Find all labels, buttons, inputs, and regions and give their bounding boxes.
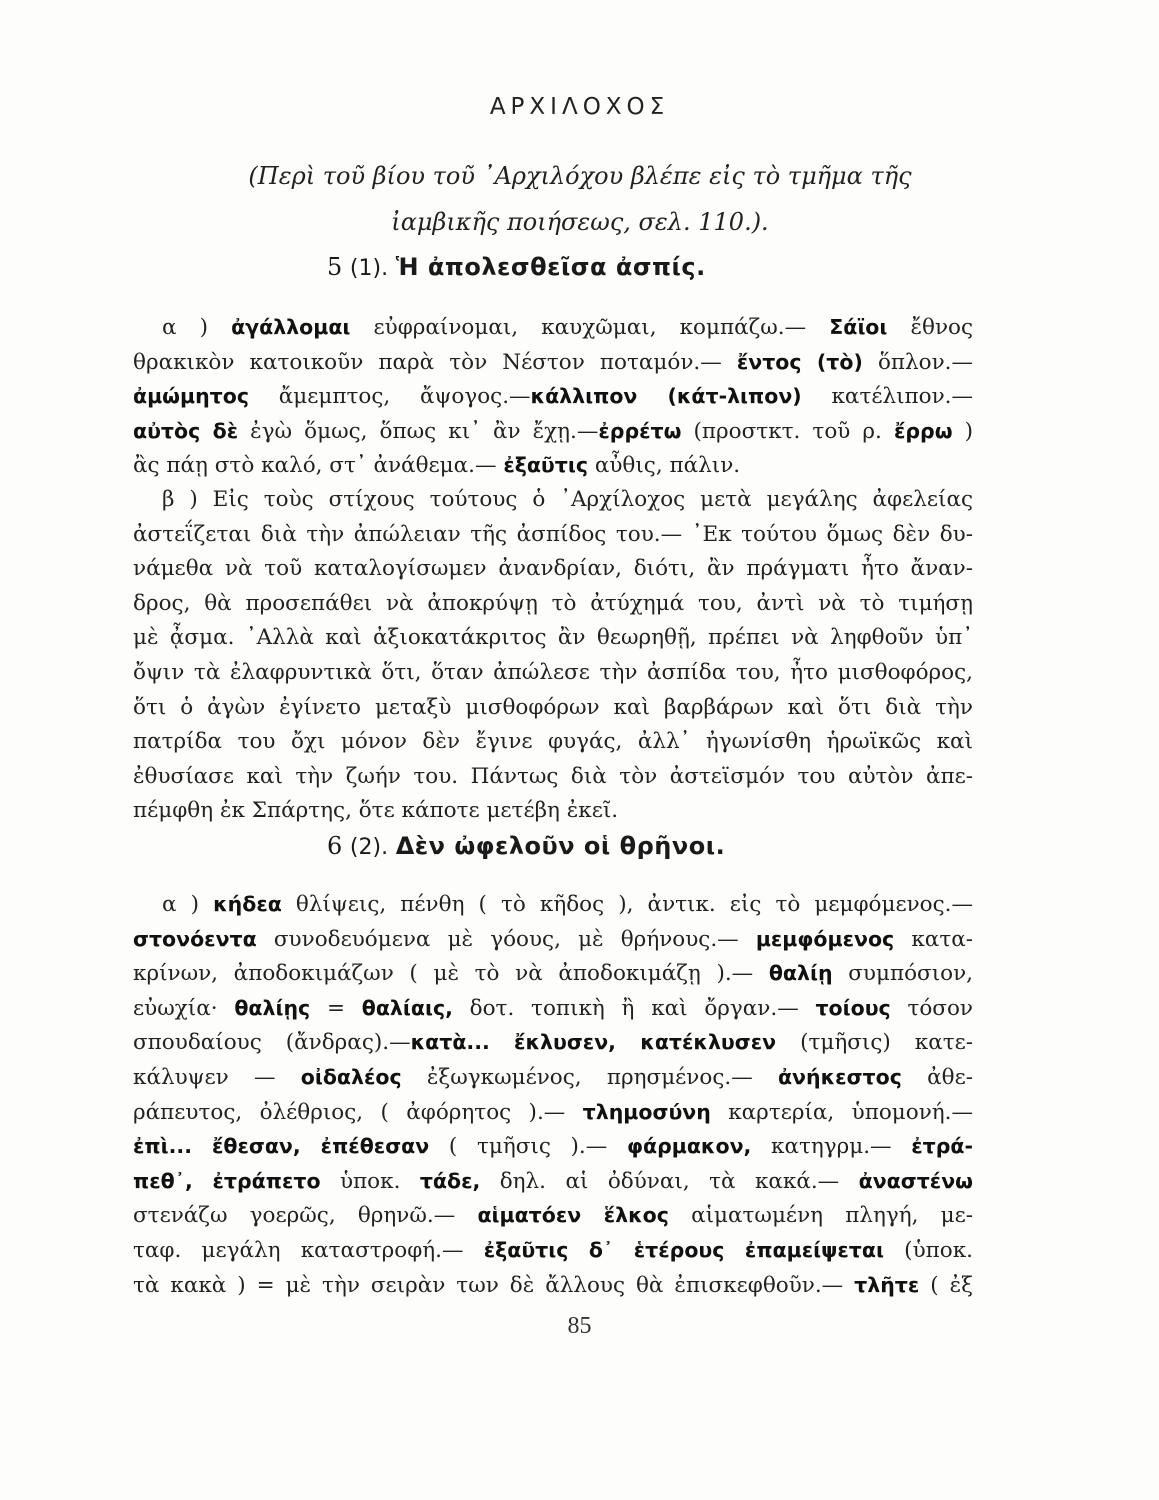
gloss-text: συνοδευόμενα μὲ γόους, μὲ θρήνους.— <box>256 926 756 952</box>
gloss-text: σπουδαίους (ἄνδρας).— <box>133 1030 411 1056</box>
text-line <box>133 379 973 413</box>
lemma-term: μεμφόμενος <box>755 926 895 951</box>
gloss-text: δηλ. αἱ ὀδύναι, τὰ κακά.— <box>480 1168 859 1194</box>
gloss-text: δοτ. τοπικὴ ἢ καὶ ὄργαν.— <box>452 995 816 1021</box>
gloss-text: πέμφθη ἐκ Σπάρτης, ὅτε κάποτε μετέβη ἐκεῖ. <box>133 798 619 824</box>
gloss-text: αὖθις, πάλιν. <box>588 453 741 479</box>
gloss-text: τὰ κακὰ ) = μὲ τὴν σειρὰν των δὲ ἄλλους θὰ ἐπισκεφθοῦν.— <box>133 1272 855 1298</box>
gloss-text: ( ἐξ <box>919 1272 974 1298</box>
gloss-text: ἔθνος <box>887 315 974 340</box>
gloss-text: (τμῆσις) κατε- <box>776 1030 974 1056</box>
page-title: ΑΡΧΙΛΟΧΟΣ <box>489 94 670 120</box>
gloss-text: μὲ ᾆσμα. ᾿Αλλὰ καὶ ἀξιοκατάκριτος ἂν θεωρηθῇ, πρέπει νὰ ληφθοῦν ὑπ᾿ <box>133 625 973 651</box>
text-line <box>162 887 973 921</box>
gloss-text: ( τμῆσις ).— <box>429 1134 627 1160</box>
text-line <box>162 310 973 344</box>
text-line <box>133 587 973 621</box>
gloss-text: καρτερία, ὑπομονή.— <box>710 1099 973 1125</box>
gloss-text: εὐφραίνομαι, καυχῶμαι, κομπάζω.— <box>350 315 830 340</box>
lemma-term: οἰδαλέος <box>300 1065 402 1089</box>
text-line <box>133 1198 973 1232</box>
gloss-text: νάμεθα νὰ τοῦ καταλογίσωμεν ἀνανδρίαν, διότι, ἂν πράγματι ἦτο ἄναν- <box>133 556 973 582</box>
text-line <box>133 956 973 990</box>
text-line <box>133 1025 973 1059</box>
gloss-text: ) <box>952 418 973 444</box>
gloss-text: πατρίδα του ὄχι μόνον δὲν ἔγινε φυγάς, ἀλλ᾿ ἠγωνίσθη ἡρωϊκῶς καὶ <box>133 729 973 755</box>
text-line <box>133 794 973 828</box>
lemma-term: Σάϊοι <box>829 315 888 339</box>
gloss-text: ἐξωγκωμένος, πρησμένος.— <box>401 1065 778 1090</box>
intro-note-line-2: ἰαμβικῆς ποιήσεως, σελ. 110.). <box>391 208 769 236</box>
lemma-term: ἐξαῦτις δ᾿ ἑτέρους ἐπαμείψεται <box>483 1238 884 1262</box>
text-line <box>133 345 973 379</box>
lemma-term: ἀναστένω <box>858 1168 973 1193</box>
gloss-text: ἐγὼ ὅμως, ὅπως κι᾿ ἂν ἔχῃ.— <box>238 418 599 444</box>
gloss-text: κάλυψεν — <box>133 1065 301 1090</box>
gloss-text: ἂς πάῃ στὸ καλό, στ᾿ ἀνάθεμα.— <box>133 453 504 479</box>
gloss-text: (προστκτ. τοῦ ρ. <box>681 418 894 444</box>
lemma-term: ἔντος (τὸ) <box>736 349 863 374</box>
gloss-text: α ) <box>162 892 214 917</box>
lemma-term: ἐτρά- <box>911 1134 973 1159</box>
gloss-text: αἱματωμένη πληγή, με- <box>668 1203 973 1229</box>
lemma-term: κήδεα <box>213 892 282 916</box>
gloss-text: θρακικὸν κατοικοῦν παρὰ τὸν Νέστον ποταμόν.— <box>133 349 737 375</box>
lemma-term: πεθ᾿, ἐτράπετο <box>133 1168 321 1193</box>
gloss-text: ταφ. μεγάλη καταστροφή.— <box>133 1238 484 1263</box>
page-number: 85 <box>567 1313 592 1339</box>
gloss-text: ἀστεΐζεται διὰ τὴν ἀπώλειαν τῆς ἀσπίδος του.— ᾿Εκ τούτου ὅμως δὲν δυ- <box>133 521 973 547</box>
gloss-text: ράπευτος, ὀλέθριος, ( ἀφόρητος ).— <box>133 1099 583 1125</box>
lemma-term: κατὰ... ἔκλυσεν, κατέκλυσεν <box>410 1030 777 1055</box>
section-ref: (2). <box>349 835 389 860</box>
gloss-text: ὅτι ὁ ἀγὼν ἐγίνετο μεταξὺ μισθοφόρων καὶ βαρβάρων καὶ ὅτι διὰ τὴν <box>133 694 973 720</box>
lemma-term: ἔρρω <box>893 418 953 443</box>
lemma-term: θαλίῃς <box>234 995 311 1020</box>
text-line <box>133 414 973 448</box>
section-heading-6 <box>327 832 725 860</box>
lemma-term: αἱματόεν ἕλκος <box>477 1203 669 1228</box>
gloss-text: β ) Εἰς τοὺς στίχους τούτους ὁ ᾿Αρχίλοχος μετὰ μεγάλης ἀφελείας <box>162 487 973 512</box>
gloss-text: κατέλιπον.— <box>801 384 974 410</box>
gloss-text: ἀθε- <box>901 1065 974 1090</box>
text-line <box>133 760 973 794</box>
gloss-text: στενάζω γοερῶς, θρηνῶ.— <box>133 1203 478 1229</box>
lemma-term: ἐξαῦτις <box>503 453 588 478</box>
gloss-text: συμπόσιον, <box>832 961 973 987</box>
text-line <box>133 656 973 690</box>
lemma-term: τοίους <box>815 995 891 1020</box>
text-line <box>133 922 973 956</box>
lemma-term: ἀνήκεστος <box>777 1065 902 1089</box>
gloss-text: ἄμεμπτος, ἄψογος.— <box>248 384 531 410</box>
lemma-term: κάλλιπον (κάτ-λιπον) <box>530 384 802 409</box>
text-line <box>133 691 973 725</box>
gloss-text: (ὑποκ. <box>883 1238 973 1263</box>
lemma-term: στονόεντα <box>133 926 257 951</box>
gloss-text: εὐωχία· <box>133 995 235 1021</box>
text-line <box>133 991 973 1025</box>
section-title: Ἡ ἀπολεσθεῖσα ἀσπίς. <box>395 253 706 281</box>
gloss-text: κατηγρμ.— <box>751 1134 912 1160</box>
text-line <box>133 1268 973 1302</box>
text-line <box>133 621 973 655</box>
intro-note-line-1: (Περὶ τοῦ βίου τοῦ ᾿Αρχιλόχου βλέπε εἰς τὸ τμῆμα τῆς <box>248 162 912 190</box>
text-line <box>133 552 973 586</box>
lemma-term: ἐρρέτω <box>598 418 682 443</box>
lemma-term: ἀγάλλομαι <box>231 315 351 339</box>
text-line <box>133 1233 973 1267</box>
gloss-text: κρίνων, ἀποδοκιμάζων ( μὲ τὸ νὰ ἀποδοκιμάζῃ ).— <box>133 961 769 987</box>
text-line <box>162 483 973 517</box>
text-line <box>133 1129 973 1163</box>
section-number: 6 <box>327 832 343 860</box>
lemma-term: αὐτὸς δὲ <box>133 418 239 443</box>
lemma-term: τάδε, <box>419 1168 481 1193</box>
gloss-text: ὄψιν τὰ ἐλαφρυντικὰ ὅτι, ὅταν ἀπώλεσε τὴν ἀσπίδα του, ἦτο μισθοφόρος, <box>133 660 973 685</box>
gloss-text: = <box>310 995 362 1021</box>
gloss-text: θλίψεις, πένθη ( τὸ κῆδος ), ἀντικ. εἰς τὸ μεμφόμενος.— <box>281 892 973 917</box>
text-line <box>133 1095 973 1129</box>
section-ref: (1). <box>349 256 389 281</box>
text-line <box>133 1060 973 1094</box>
lemma-term: φάρμακον, <box>626 1134 752 1159</box>
lemma-term: τλῆτε <box>854 1272 920 1297</box>
lemma-term: ἐπὶ... ἔθεσαν, ἐπέθεσαν <box>133 1134 430 1159</box>
lemma-term: ἀμώμητος <box>133 384 249 409</box>
gloss-text: κατα- <box>894 926 973 952</box>
lemma-term: τλημοσύνη <box>582 1099 711 1124</box>
text-line <box>133 448 973 482</box>
gloss-text: α ) <box>162 315 232 340</box>
section-number: 5 <box>327 253 343 281</box>
lemma-term: θαλίαις, <box>361 995 453 1020</box>
section-heading-5 <box>327 253 706 281</box>
text-line <box>133 518 973 552</box>
gloss-text: ἐθυσίασε καὶ τὴν ζωήν του. Πάντως διὰ τὸν ἀστεϊσμόν του αὐτὸν ἀπε- <box>133 763 973 789</box>
text-line <box>133 725 973 759</box>
lemma-term: θαλίῃ <box>768 961 833 986</box>
gloss-text: δρος, θὰ προσεπάθει νὰ ἀποκρύψῃ τὸ ἀτύχημά του, ἀντὶ νὰ τὸ τιμήσῃ <box>133 590 973 616</box>
section-title: Δὲν ὠφελοῦν οἱ θρῆνοι. <box>395 832 726 860</box>
gloss-text: ὑποκ. <box>320 1168 420 1194</box>
gloss-text: τόσον <box>890 995 973 1021</box>
gloss-text: ὅπλον.— <box>862 349 973 375</box>
text-line <box>133 1164 973 1198</box>
